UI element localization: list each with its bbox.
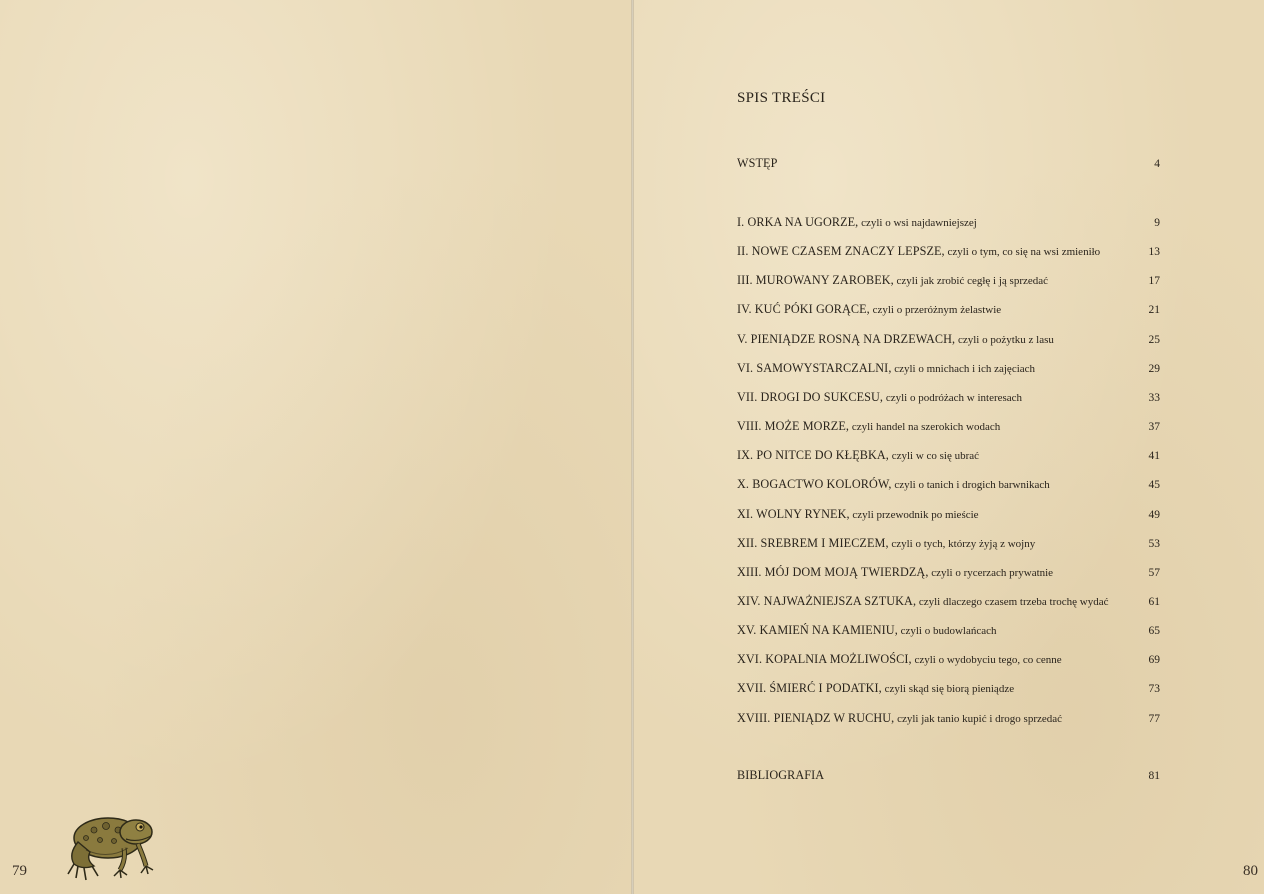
toc-entry-title: VII. DROGI DO SUKCESU,	[737, 390, 884, 404]
toc-entry-page: 49	[1148, 509, 1160, 521]
toc-entry-title: I. ORKA NA UGORZE,	[737, 215, 859, 229]
toc-title: SPIS TREŚCI	[737, 90, 826, 106]
toc-entry-subtitle: czyli o podróżach w interesach	[883, 392, 1023, 404]
toc-entry-title: XV. KAMIEŃ NA KAMIENIU,	[737, 623, 898, 637]
toc-entry-page: 45	[1148, 479, 1160, 491]
toc-entry-chapter	[737, 212, 1160, 232]
toc-entry-title: XIV. NAJWAŻNIEJSZA SZTUKA,	[737, 594, 917, 608]
toc-entry-subtitle: czyli o tych, którzy żyją z wojny	[888, 538, 1036, 550]
toc-entry-chapter	[737, 329, 1160, 349]
toc-entry-subtitle: czyli o tym, co się na wsi zmieniło	[944, 246, 1101, 258]
toc-entry-title: WSTĘP	[737, 156, 778, 170]
toc-entry-chapter	[737, 562, 1160, 582]
toc-entry-chapter	[737, 416, 1160, 436]
toc-entry-title: BIBLIOGRAFIA	[737, 768, 825, 782]
toc-entry-title: XVII. ŚMIERĆ I PODATKI,	[737, 681, 882, 695]
toc-entry-subtitle: czyli o mnichach i ich zajęciach	[891, 363, 1036, 375]
toc-entry-page: 57	[1148, 567, 1160, 579]
toc-entry-page: 21	[1148, 304, 1160, 316]
toc-entry-title: V. PIENIĄDZE ROSNĄ NA DRZEWACH,	[737, 332, 956, 346]
toc-entry-subtitle: czyli o budowlańcach	[897, 625, 997, 637]
toc-entry-subtitle: czyli o rycerzach prywatnie	[928, 567, 1054, 579]
toc-entry-page: 77	[1148, 713, 1160, 725]
toc-entry-title: X. BOGACTWO KOLORÓW,	[737, 477, 892, 491]
toc-entry-page: 37	[1148, 421, 1160, 433]
toc-entry-title: XII. SREBREM I MIECZEM,	[737, 536, 889, 550]
toc-entry-title: VIII. MOŻE MORZE,	[737, 419, 850, 433]
toc-entry-page: 73	[1148, 683, 1160, 695]
toc-entry-intro	[737, 153, 1160, 173]
left-page	[0, 0, 631, 894]
toc-entry-subtitle: czyli przewodnik po mieście	[849, 509, 979, 521]
toc-entry-page: 65	[1148, 625, 1160, 637]
toc-entry-title: XVI. KOPALNIA MOŻLIWOŚCI,	[737, 652, 912, 666]
toc-entry-page: 81	[1148, 770, 1160, 782]
toc-entry-bibliography	[737, 765, 1160, 785]
toc-entry-chapter	[737, 649, 1160, 669]
toc-entry-title: VI. SAMOWYSTARCZALNI,	[737, 361, 892, 375]
toc-entry-subtitle: czyli skąd się biorą pieniądze	[881, 683, 1015, 695]
toc-entry-subtitle: czyli jak zrobić cegłę i ją sprzedać	[893, 275, 1049, 287]
page-number-left: 79	[12, 863, 27, 879]
toc-entry-chapter	[737, 358, 1160, 378]
page-number-right: 80	[1243, 863, 1258, 879]
toad-icon	[64, 808, 158, 884]
toc-entry-subtitle: czyli w co się ubrać	[888, 450, 980, 462]
toc-entry-subtitle: czyli jak tanio kupić i drogo sprzedać	[894, 713, 1063, 725]
toc-entry-page: 9	[1154, 217, 1160, 229]
toc-entry-chapter	[737, 270, 1160, 290]
toc-entry-page: 61	[1148, 596, 1160, 608]
toc-entry-page: 29	[1148, 363, 1160, 375]
toc-entry-subtitle: czyli o pożytku z lasu	[955, 334, 1054, 346]
toc-entry-chapter	[737, 504, 1160, 524]
toc-entry-subtitle: czyli o tanich i drogich barwnikach	[891, 479, 1050, 491]
toc-entry-subtitle: czyli o przeróżnym żelastwie	[869, 304, 1002, 316]
toc-entry-chapter	[737, 299, 1160, 319]
toc-entry-subtitle: czyli o wydobyciu tego, co cenne	[911, 654, 1062, 666]
toc-entry-page: 13	[1148, 246, 1160, 258]
toc-entry-title: XIII. MÓJ DOM MOJĄ TWIERDZĄ,	[737, 565, 929, 579]
toc-entry-title: III. MUROWANY ZAROBEK,	[737, 273, 894, 287]
toc-entry-page: 53	[1148, 538, 1160, 550]
toc-entry-chapter	[737, 387, 1160, 407]
toc-entry-title: IX. PO NITCE DO KŁĘBKA,	[737, 448, 889, 462]
toc-entry-title: IV. KUĆ PÓKI GORĄCE,	[737, 302, 870, 316]
toc-entry-chapter	[737, 678, 1160, 698]
toc-entry-page: 41	[1148, 450, 1160, 462]
toc-entry-chapter	[737, 620, 1160, 640]
toc-entry-title: XI. WOLNY RYNEK,	[737, 507, 850, 521]
toc-entry-title: II. NOWE CZASEM ZNACZY LEPSZE,	[737, 244, 945, 258]
toc-entry-page: 4	[1154, 158, 1160, 170]
toc-entry-chapter	[737, 241, 1160, 261]
toc-entry-chapter	[737, 474, 1160, 494]
toc-entry-chapter	[737, 591, 1160, 611]
toc-entry-page: 33	[1148, 392, 1160, 404]
toc-entry-title: XVIII. PIENIĄDZ W RUCHU,	[737, 711, 895, 725]
toc-entry-page: 69	[1148, 654, 1160, 666]
toc-entry-chapter	[737, 445, 1160, 465]
toc-entry-page: 25	[1148, 334, 1160, 346]
toc-entry-chapter	[737, 533, 1160, 553]
toc-entry-chapter	[737, 708, 1160, 728]
toc-entry-subtitle: czyli dlaczego czasem trzeba trochę wydać	[916, 596, 1109, 608]
toc-entry-page: 17	[1148, 275, 1160, 287]
toc-entry-subtitle: czyli handel na szerokich wodach	[849, 421, 1001, 433]
toc-entry-subtitle: czyli o wsi najdawniejszej	[858, 217, 977, 229]
